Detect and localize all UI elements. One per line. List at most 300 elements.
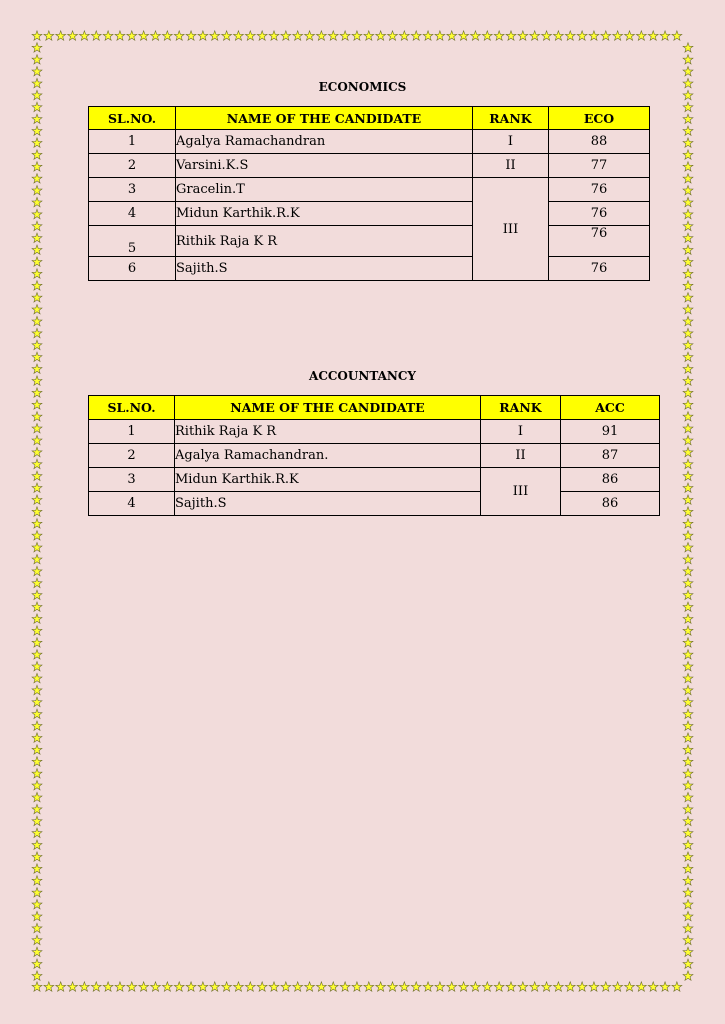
star-icon bbox=[293, 982, 303, 991]
star-icon bbox=[281, 31, 291, 40]
star-icon bbox=[32, 804, 42, 813]
star-icon bbox=[32, 507, 42, 516]
star-icon bbox=[68, 31, 78, 40]
star-icon bbox=[683, 626, 693, 635]
cell-score: 77 bbox=[549, 154, 650, 178]
star-icon bbox=[32, 55, 42, 64]
star-icon bbox=[683, 578, 693, 587]
star-icon bbox=[352, 31, 362, 40]
star-icon bbox=[683, 459, 693, 468]
star-icon bbox=[32, 114, 42, 123]
star-icon bbox=[423, 982, 433, 991]
star-icon bbox=[683, 257, 693, 266]
star-icon bbox=[672, 982, 682, 991]
star-icon bbox=[542, 31, 552, 40]
table-header-row bbox=[89, 396, 660, 420]
accountancy-title: ACCOUNTANCY bbox=[309, 369, 416, 383]
star-icon bbox=[683, 792, 693, 801]
cell-name: Agalya Ramachandran. bbox=[175, 444, 481, 468]
star-icon bbox=[32, 447, 42, 456]
star-icon bbox=[683, 352, 693, 361]
star-icon bbox=[683, 519, 693, 528]
star-icon bbox=[316, 31, 326, 40]
star-icon bbox=[44, 982, 54, 991]
cell-name: Midun Karthik.R.K bbox=[175, 468, 481, 492]
star-icon bbox=[174, 982, 184, 991]
star-icon bbox=[234, 31, 244, 40]
star-icon bbox=[435, 982, 445, 991]
star-icon bbox=[683, 804, 693, 813]
star-icon bbox=[683, 650, 693, 659]
cell-name: Rithik Raja K R bbox=[175, 420, 481, 444]
star-icon bbox=[683, 590, 693, 599]
star-icon bbox=[32, 400, 42, 409]
star-icon bbox=[32, 888, 42, 897]
star-icon bbox=[577, 982, 587, 991]
star-icon bbox=[683, 424, 693, 433]
star-icon bbox=[683, 507, 693, 516]
star-icon bbox=[32, 197, 42, 206]
star-icon bbox=[305, 982, 315, 991]
star-icon bbox=[32, 281, 42, 290]
cell-name: Agalya Ramachandran bbox=[176, 130, 473, 154]
star-icon bbox=[103, 982, 113, 991]
cell-score: 76 bbox=[549, 226, 650, 257]
cell-slno: 6 bbox=[89, 257, 176, 281]
star-icon bbox=[32, 424, 42, 433]
star-icon bbox=[683, 900, 693, 909]
star-icon bbox=[411, 31, 421, 40]
cell-slno: 5 bbox=[89, 226, 176, 257]
star-icon bbox=[471, 31, 481, 40]
star-icon bbox=[482, 31, 492, 40]
star-icon bbox=[234, 982, 244, 991]
cell-name: Sajith.S bbox=[176, 257, 473, 281]
star-icon bbox=[44, 31, 54, 40]
star-icon bbox=[530, 31, 540, 40]
header-rank: RANK bbox=[481, 396, 561, 420]
star-icon bbox=[399, 31, 409, 40]
star-icon bbox=[32, 673, 42, 682]
star-icon bbox=[91, 31, 101, 40]
cell-score: 86 bbox=[561, 468, 660, 492]
star-icon bbox=[32, 269, 42, 278]
cell-rank: II bbox=[481, 444, 561, 468]
star-icon bbox=[32, 769, 42, 778]
star-icon bbox=[115, 31, 125, 40]
star-icon bbox=[32, 138, 42, 147]
star-icon bbox=[683, 911, 693, 920]
star-icon bbox=[32, 150, 42, 159]
star-icon bbox=[91, 982, 101, 991]
star-icon bbox=[589, 31, 599, 40]
header-rank: RANK bbox=[473, 107, 549, 130]
table-row bbox=[89, 420, 660, 444]
star-icon bbox=[32, 590, 42, 599]
table-row bbox=[89, 492, 660, 516]
star-icon bbox=[32, 685, 42, 694]
cell-slno: 3 bbox=[89, 178, 176, 202]
star-icon bbox=[683, 138, 693, 147]
star-icon bbox=[32, 186, 42, 195]
star-icon bbox=[683, 662, 693, 671]
star-icon bbox=[32, 602, 42, 611]
star-icon bbox=[376, 982, 386, 991]
star-icon bbox=[162, 982, 172, 991]
star-icon bbox=[186, 31, 196, 40]
star-icon bbox=[32, 935, 42, 944]
star-icon bbox=[32, 293, 42, 302]
economics-title: ECONOMICS bbox=[318, 80, 407, 94]
star-icon bbox=[683, 781, 693, 790]
table-row bbox=[89, 468, 660, 492]
star-icon bbox=[683, 959, 693, 968]
star-icon bbox=[245, 982, 255, 991]
star-icon bbox=[447, 982, 457, 991]
star-icon bbox=[683, 55, 693, 64]
star-icon bbox=[198, 982, 208, 991]
cell-score: 91 bbox=[561, 420, 660, 444]
star-icon bbox=[388, 982, 398, 991]
star-icon bbox=[281, 982, 291, 991]
star-icon bbox=[32, 876, 42, 885]
star-icon bbox=[32, 543, 42, 552]
star-icon bbox=[683, 947, 693, 956]
star-icon bbox=[660, 982, 670, 991]
star-icon bbox=[376, 31, 386, 40]
star-icon bbox=[32, 316, 42, 325]
star-icon bbox=[672, 31, 682, 40]
star-icon bbox=[186, 982, 196, 991]
star-icon bbox=[530, 982, 540, 991]
star-icon bbox=[222, 31, 232, 40]
star-icon bbox=[683, 757, 693, 766]
star-icon bbox=[32, 650, 42, 659]
star-icon bbox=[32, 554, 42, 563]
star-icon bbox=[32, 923, 42, 932]
star-icon bbox=[32, 174, 42, 183]
star-icon bbox=[683, 114, 693, 123]
star-icon bbox=[340, 31, 350, 40]
star-icon bbox=[636, 31, 646, 40]
star-icon bbox=[32, 947, 42, 956]
star-icon bbox=[32, 828, 42, 837]
star-icon bbox=[174, 31, 184, 40]
star-icon bbox=[683, 531, 693, 540]
star-icon bbox=[613, 31, 623, 40]
star-icon bbox=[316, 982, 326, 991]
cell-slno: 1 bbox=[89, 130, 176, 154]
star-icon bbox=[683, 435, 693, 444]
star-icon bbox=[683, 543, 693, 552]
star-icon bbox=[601, 982, 611, 991]
star-icon bbox=[553, 982, 563, 991]
star-icon bbox=[506, 982, 516, 991]
star-icon bbox=[683, 412, 693, 421]
star-icon bbox=[32, 816, 42, 825]
star-icon bbox=[32, 900, 42, 909]
star-icon bbox=[683, 316, 693, 325]
star-icon bbox=[683, 400, 693, 409]
star-icon bbox=[103, 31, 113, 40]
star-icon bbox=[683, 186, 693, 195]
star-icon bbox=[625, 31, 635, 40]
star-icon bbox=[32, 792, 42, 801]
cell-score: 87 bbox=[561, 444, 660, 468]
star-icon bbox=[683, 840, 693, 849]
star-icon bbox=[210, 31, 220, 40]
star-icon bbox=[32, 733, 42, 742]
star-icon bbox=[245, 31, 255, 40]
star-icon bbox=[269, 982, 279, 991]
star-icon bbox=[352, 982, 362, 991]
table-row bbox=[89, 154, 650, 178]
star-icon bbox=[56, 982, 66, 991]
star-icon bbox=[683, 876, 693, 885]
star-icon bbox=[683, 733, 693, 742]
star-icon bbox=[683, 245, 693, 254]
star-icon bbox=[683, 162, 693, 171]
star-icon bbox=[127, 982, 137, 991]
cell-rank: II bbox=[473, 154, 549, 178]
table-row bbox=[89, 202, 650, 226]
star-icon bbox=[210, 982, 220, 991]
star-icon bbox=[364, 31, 374, 40]
star-icon bbox=[683, 554, 693, 563]
cell-slno: 4 bbox=[89, 202, 176, 226]
star-icon bbox=[79, 31, 89, 40]
economics-table bbox=[88, 106, 650, 281]
star-icon bbox=[328, 982, 338, 991]
star-icon bbox=[553, 31, 563, 40]
star-icon bbox=[32, 245, 42, 254]
header-slno: SL.NO. bbox=[89, 107, 176, 130]
star-icon bbox=[683, 673, 693, 682]
cell-slno: 4 bbox=[89, 492, 175, 516]
star-icon bbox=[32, 840, 42, 849]
star-icon bbox=[32, 435, 42, 444]
star-icon bbox=[435, 31, 445, 40]
star-icon bbox=[518, 31, 528, 40]
cell-rank: I bbox=[481, 420, 561, 444]
star-icon bbox=[32, 519, 42, 528]
star-icon bbox=[683, 293, 693, 302]
cell-slno: 3 bbox=[89, 468, 175, 492]
star-icon bbox=[257, 982, 267, 991]
star-icon bbox=[32, 388, 42, 397]
star-icon bbox=[471, 982, 481, 991]
star-icon bbox=[32, 67, 42, 76]
star-icon bbox=[32, 209, 42, 218]
table-row bbox=[89, 444, 660, 468]
star-icon bbox=[32, 566, 42, 575]
star-icon bbox=[683, 721, 693, 730]
star-icon bbox=[32, 257, 42, 266]
table-row bbox=[89, 130, 650, 154]
star-icon bbox=[162, 31, 172, 40]
star-icon bbox=[683, 233, 693, 242]
header-score: ECO bbox=[549, 107, 650, 130]
star-icon bbox=[683, 852, 693, 861]
star-icon bbox=[32, 471, 42, 480]
star-icon bbox=[293, 31, 303, 40]
star-icon bbox=[32, 745, 42, 754]
star-icon bbox=[683, 971, 693, 980]
star-icon bbox=[683, 638, 693, 647]
header-name: NAME OF THE CANDIDATE bbox=[175, 396, 481, 420]
star-icon bbox=[411, 982, 421, 991]
star-icon bbox=[139, 31, 149, 40]
star-icon bbox=[683, 174, 693, 183]
star-icon bbox=[32, 971, 42, 980]
star-icon bbox=[127, 31, 137, 40]
star-icon bbox=[32, 911, 42, 920]
star-icon bbox=[32, 352, 42, 361]
star-icon bbox=[115, 982, 125, 991]
star-icon bbox=[683, 888, 693, 897]
cell-rank: III bbox=[473, 178, 549, 281]
star-icon bbox=[340, 982, 350, 991]
cell-name: Varsini.K.S bbox=[176, 154, 473, 178]
star-icon bbox=[388, 31, 398, 40]
star-icon bbox=[683, 614, 693, 623]
cell-rank: I bbox=[473, 130, 549, 154]
star-icon bbox=[32, 221, 42, 230]
star-icon bbox=[305, 31, 315, 40]
star-icon bbox=[447, 31, 457, 40]
star-icon bbox=[459, 982, 469, 991]
cell-name: Midun Karthik.R.K bbox=[176, 202, 473, 226]
cell-name: Sajith.S bbox=[175, 492, 481, 516]
header-score: ACC bbox=[561, 396, 660, 420]
cell-slno: 2 bbox=[89, 444, 175, 468]
star-icon bbox=[139, 982, 149, 991]
cell-score: 86 bbox=[561, 492, 660, 516]
star-icon bbox=[32, 305, 42, 314]
star-icon bbox=[269, 31, 279, 40]
cell-score: 88 bbox=[549, 130, 650, 154]
star-icon bbox=[328, 31, 338, 40]
star-icon bbox=[32, 162, 42, 171]
star-icon bbox=[68, 982, 78, 991]
star-icon bbox=[565, 31, 575, 40]
star-icon bbox=[506, 31, 516, 40]
star-icon bbox=[222, 982, 232, 991]
star-icon bbox=[32, 578, 42, 587]
star-icon bbox=[683, 102, 693, 111]
star-icon bbox=[589, 982, 599, 991]
star-icon bbox=[683, 209, 693, 218]
star-icon bbox=[518, 982, 528, 991]
star-icon bbox=[683, 828, 693, 837]
star-icon bbox=[683, 769, 693, 778]
cell-score: 76 bbox=[549, 202, 650, 226]
star-icon bbox=[32, 102, 42, 111]
star-icon bbox=[683, 340, 693, 349]
star-icon bbox=[648, 982, 658, 991]
table-header-row bbox=[89, 107, 650, 130]
star-icon bbox=[683, 197, 693, 206]
star-icon bbox=[32, 864, 42, 873]
star-icon bbox=[565, 982, 575, 991]
star-icon bbox=[79, 982, 89, 991]
star-icon bbox=[32, 757, 42, 766]
star-icon bbox=[683, 388, 693, 397]
star-icon bbox=[494, 982, 504, 991]
star-icon bbox=[32, 328, 42, 337]
header-slno: SL.NO. bbox=[89, 396, 175, 420]
star-icon bbox=[648, 31, 658, 40]
star-icon bbox=[32, 721, 42, 730]
star-icon bbox=[683, 709, 693, 718]
star-icon bbox=[636, 982, 646, 991]
star-icon bbox=[494, 31, 504, 40]
star-icon bbox=[683, 602, 693, 611]
star-icon bbox=[683, 566, 693, 575]
star-icon bbox=[257, 31, 267, 40]
star-icon bbox=[32, 43, 42, 52]
star-icon bbox=[151, 31, 161, 40]
cell-slno: 1 bbox=[89, 420, 175, 444]
star-icon bbox=[683, 864, 693, 873]
star-icon bbox=[683, 745, 693, 754]
table-row bbox=[89, 226, 650, 257]
star-icon bbox=[198, 31, 208, 40]
star-icon bbox=[56, 31, 66, 40]
star-icon bbox=[364, 982, 374, 991]
star-icon bbox=[683, 269, 693, 278]
star-icon bbox=[32, 781, 42, 790]
cell-name: Rithik Raja K R bbox=[176, 226, 473, 257]
star-icon bbox=[482, 982, 492, 991]
cell-name: Gracelin.T bbox=[176, 178, 473, 202]
cell-slno: 2 bbox=[89, 154, 176, 178]
star-icon bbox=[32, 483, 42, 492]
star-icon bbox=[32, 126, 42, 135]
table-row bbox=[89, 257, 650, 281]
star-icon bbox=[683, 305, 693, 314]
cell-score: 76 bbox=[549, 178, 650, 202]
star-icon bbox=[660, 31, 670, 40]
table-row bbox=[89, 178, 650, 202]
star-icon bbox=[683, 471, 693, 480]
star-icon bbox=[683, 697, 693, 706]
star-icon bbox=[683, 923, 693, 932]
star-icon bbox=[683, 126, 693, 135]
star-icon bbox=[683, 495, 693, 504]
star-icon bbox=[459, 31, 469, 40]
star-icon bbox=[683, 447, 693, 456]
star-icon bbox=[683, 328, 693, 337]
star-icon bbox=[32, 662, 42, 671]
star-icon bbox=[32, 626, 42, 635]
star-icon bbox=[683, 43, 693, 52]
star-icon bbox=[32, 614, 42, 623]
accountancy-table bbox=[88, 395, 660, 516]
star-icon bbox=[683, 281, 693, 290]
star-icon bbox=[32, 412, 42, 421]
star-icon bbox=[625, 982, 635, 991]
star-icon bbox=[683, 935, 693, 944]
star-icon bbox=[32, 31, 42, 40]
header-name: NAME OF THE CANDIDATE bbox=[176, 107, 473, 130]
star-icon bbox=[423, 31, 433, 40]
star-icon bbox=[32, 233, 42, 242]
star-icon bbox=[577, 31, 587, 40]
cell-score: 76 bbox=[549, 257, 650, 281]
star-icon bbox=[683, 150, 693, 159]
star-icon bbox=[32, 697, 42, 706]
